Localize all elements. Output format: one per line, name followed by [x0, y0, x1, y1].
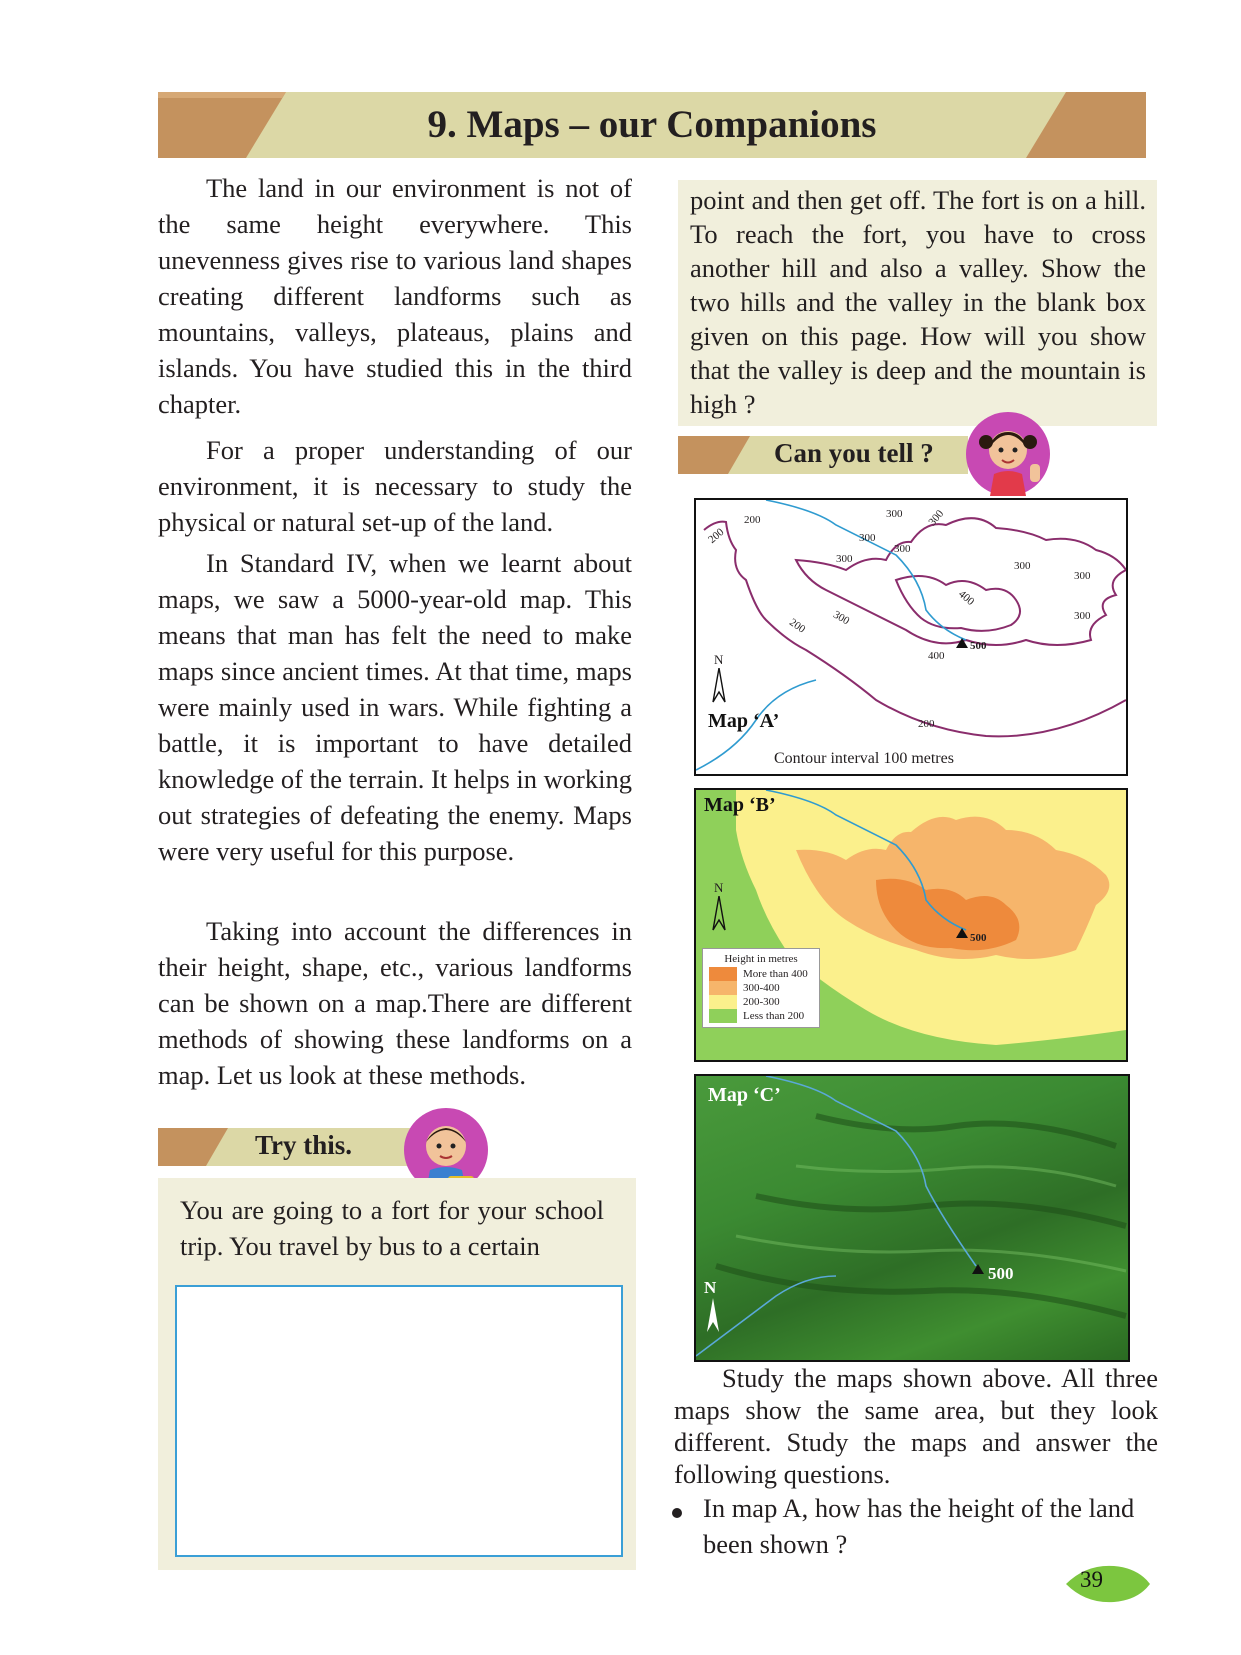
- paragraph-landform-methods: Taking into account the differences in their height, shape, etc., various landforms can be shown on a map.There are different methods of showing these landforms on a map. Let us look at these methods.: [158, 916, 632, 1090]
- study-paragraph: Study the maps shown above. All three maps show the same area, but they look different. Study the maps and answer the following questions.: [674, 1363, 1158, 1489]
- paragraph-history-maps: In Standard IV, when we learnt about maps, we saw a 5000-year-old map. This means that man has felt the need to make maps since ancient times. At that time, maps were mainly used in wars. While fighting a battle, it is important to have detailed knowledge of the terrain. It helps in working out strategies of defeating the enemy. Maps were very useful for this purpose.: [158, 548, 632, 866]
- can-you-tell-heading: Can you tell ?: [774, 438, 934, 468]
- north-arrow-icon: [712, 668, 726, 704]
- peak-marker-c: [972, 1264, 984, 1274]
- page-number: 39: [1080, 1567, 1103, 1592]
- legend-item: 300-400: [709, 981, 813, 995]
- height-legend: [702, 948, 820, 1028]
- contour-interval-note: Contour interval 100 metres: [774, 750, 954, 767]
- map-c: [694, 1074, 1130, 1362]
- legend-title: Height in metres: [724, 953, 798, 965]
- question-bullet: In map A, how has the height of the land been shown ?: [703, 1493, 1135, 1559]
- try-this-heading: Try this.: [255, 1130, 353, 1160]
- try-this-tab: [158, 1128, 228, 1166]
- map-a-label: Map ‘A’: [708, 710, 780, 732]
- can-you-tell-tab: [678, 436, 750, 474]
- contour-400: [896, 576, 1020, 631]
- contour-200: [704, 522, 1126, 737]
- legend-item: More than 400: [709, 967, 813, 981]
- north-label-b: N: [714, 880, 724, 895]
- paragraph-physical-setup: For a proper understanding of our environment, it is necessary to study the physical or natural set-up of the land.: [158, 435, 632, 537]
- legend-item: 200-300: [709, 995, 813, 1009]
- north-label-c: N: [704, 1278, 717, 1297]
- map-c-terrain: [696, 1076, 1128, 1360]
- girl-avatar-icon: [964, 410, 1052, 498]
- map-b: [694, 788, 1128, 1062]
- peak-label-a: 500: [970, 640, 987, 652]
- peak-label-c: 500: [988, 1264, 1014, 1283]
- chapter-title: 9. Maps – our Companions: [427, 103, 877, 146]
- try-this-text: You are going to a fort for your school trip. You travel by bus to a certain: [180, 1195, 604, 1261]
- north-arrow-icon: [706, 1298, 720, 1334]
- peak-label-b: 500: [970, 932, 987, 944]
- north-arrow-icon: [712, 896, 726, 932]
- intro-paragraph: The land in our environment is not of the same height everywhere. This unevenness gives rise to various land shapes creating different landforms such as mountains, valleys, plateaus, plains and islands. You have studied this in the third chapter.: [158, 173, 632, 419]
- map-b-label: Map ‘B’: [704, 794, 776, 816]
- bullet-icon: [672, 1508, 682, 1518]
- map-a: 200 200 200 200 300 300 300 300 300 300 300 300 300 400 400 500 N Map ‘A’ Contour interval 100 metres: [694, 498, 1128, 776]
- try-this-continued-text: point and then get off. The fort is on a hill. To reach the fort, you have to cross another hill and also a valley. Show the two hills and the valley in the blank box given on this page. How will you show that the valley is deep and the mountain is high ?: [690, 185, 1146, 419]
- map-c-label: Map ‘C’: [708, 1084, 781, 1106]
- blank-drawing-box[interactable]: [175, 1285, 623, 1557]
- legend-item: Less than 200: [709, 1009, 813, 1023]
- north-label-a: N: [714, 652, 724, 667]
